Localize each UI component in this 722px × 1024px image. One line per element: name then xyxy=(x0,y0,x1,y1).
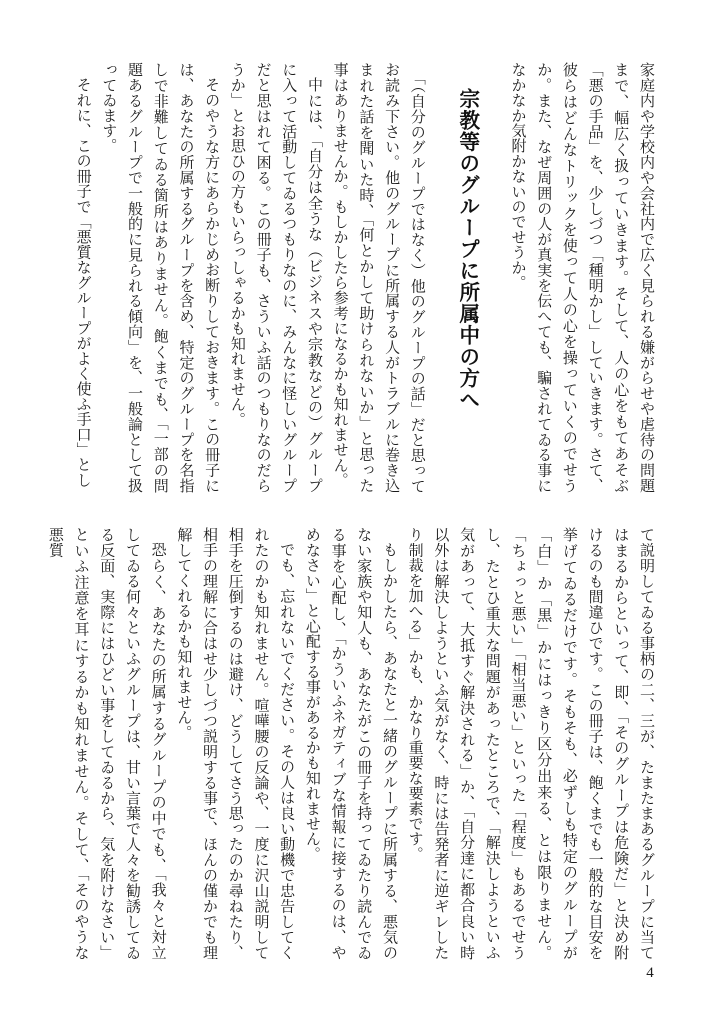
paragraph: そのやうな方にあらかじめお断りしておきます。この冊子には、あなたの所属するグループを含め、特定のグループを名指しで非難してゐる箇所はありません。飽くまでも、「一部の問題あるグループで一般的に見られる傾向」を、一般論として扱ってゐます。 xyxy=(100,62,220,493)
paragraph: 中には、「自分は全うな（ビジネスや宗教などの）グループに入って活動してゐるつもりなのに、みんなに怪しいグループだと思はれて困る。この冊子も、さういふ話のつもりなのだらうか」とお思ひの方もいらっしゃるかも知れません。 xyxy=(228,62,322,493)
paragraph: でも、忘れないでください。その人は良い動機で忠告してくれたのかも知れません。喧嘩腰の反論や、一度に沢山説明して相手を圧倒するのは避け、どうしてさう思ったのか尋ねたり、相手の理解に合はせ少しづつ説明する事で、ほんの僅かでも理解してくれるかも知れません。 xyxy=(175,527,295,960)
paragraph: 恐らく、あなたの所属するグループの中でも、「我々と対立してゐる何々といふグループは、甘い言葉で人々を勧誘してゐる反面、実際にはひどい事をしてゐるから、気を附けなさい」といふ注意を耳にするかも知れません。そして、「そのやうな悪質 xyxy=(46,527,166,960)
paragraph-continuation-from-previous-page: 家庭内や学校内や会社内で広く見られる嫌がらせや虐待の問題まで、幅広く扱っていきます。そして、人の心をもてあそぶ「悪の手品」を、少しづつ「種明かし」していきます。さて、彼らはどんなトリックを使って人の心を操っていくのでせうか。また、なぜ周囲の人が真実を伝へても、騙されてゐる事になかなか気附かないのでせうか。 xyxy=(509,62,654,493)
text-band-top xyxy=(56,62,658,493)
page-number: 4 xyxy=(646,965,654,981)
paragraph: もしかしたら、あなたと一緒のグループに所属する、悪気のない家族や知人も、あなたがこの冊子を持ってゐたり読んでゐる事を心配し、「かういふネガティブな情報に接するのは、やめなさい」と心配する事があるかも知れません。 xyxy=(303,527,397,960)
paragraph: 「（自分のグループではなく）他のグループの話」だと思ってお読み下さい。他のグループに所属する人がトラブルに巻き込まれた話を聞いた時、「何とかして助けられないか」と思った事はありませんか。もしかしたら参考になるかも知れません。 xyxy=(331,62,425,493)
paragraph-continuation: て説明してゐる事柄の二、三が、たまたまあるグループに当てはまるからといって、即、「そのグループは危険だ」と決め附けるのも間違ひです。この冊子は、飽くまでも一般的な目安を挙げてゐるだけです。そもそも、必ずしも特定のグループが「白」か「黒」かにはっきり区分出来る、とは限りません。「ちょっと悪い」「相当悪い」といった「程度」もあるでせうし、たとひ重大な問題があったところで、「解決しようといふ気があって、大抵すぐ解決される」か、「自分達に都合良い時以外は解決しようといふ気がなく、時には告発者に逆ギレしたり制裁を加へる」かも、かなり重要な要素です。 xyxy=(406,527,654,960)
paragraph: それに、この冊子で「悪質なグループがよく使ふ手口」とし xyxy=(74,77,91,488)
section-heading: 宗教等のグループに所属中の方へ xyxy=(455,88,478,411)
text-band-bottom xyxy=(46,527,658,960)
